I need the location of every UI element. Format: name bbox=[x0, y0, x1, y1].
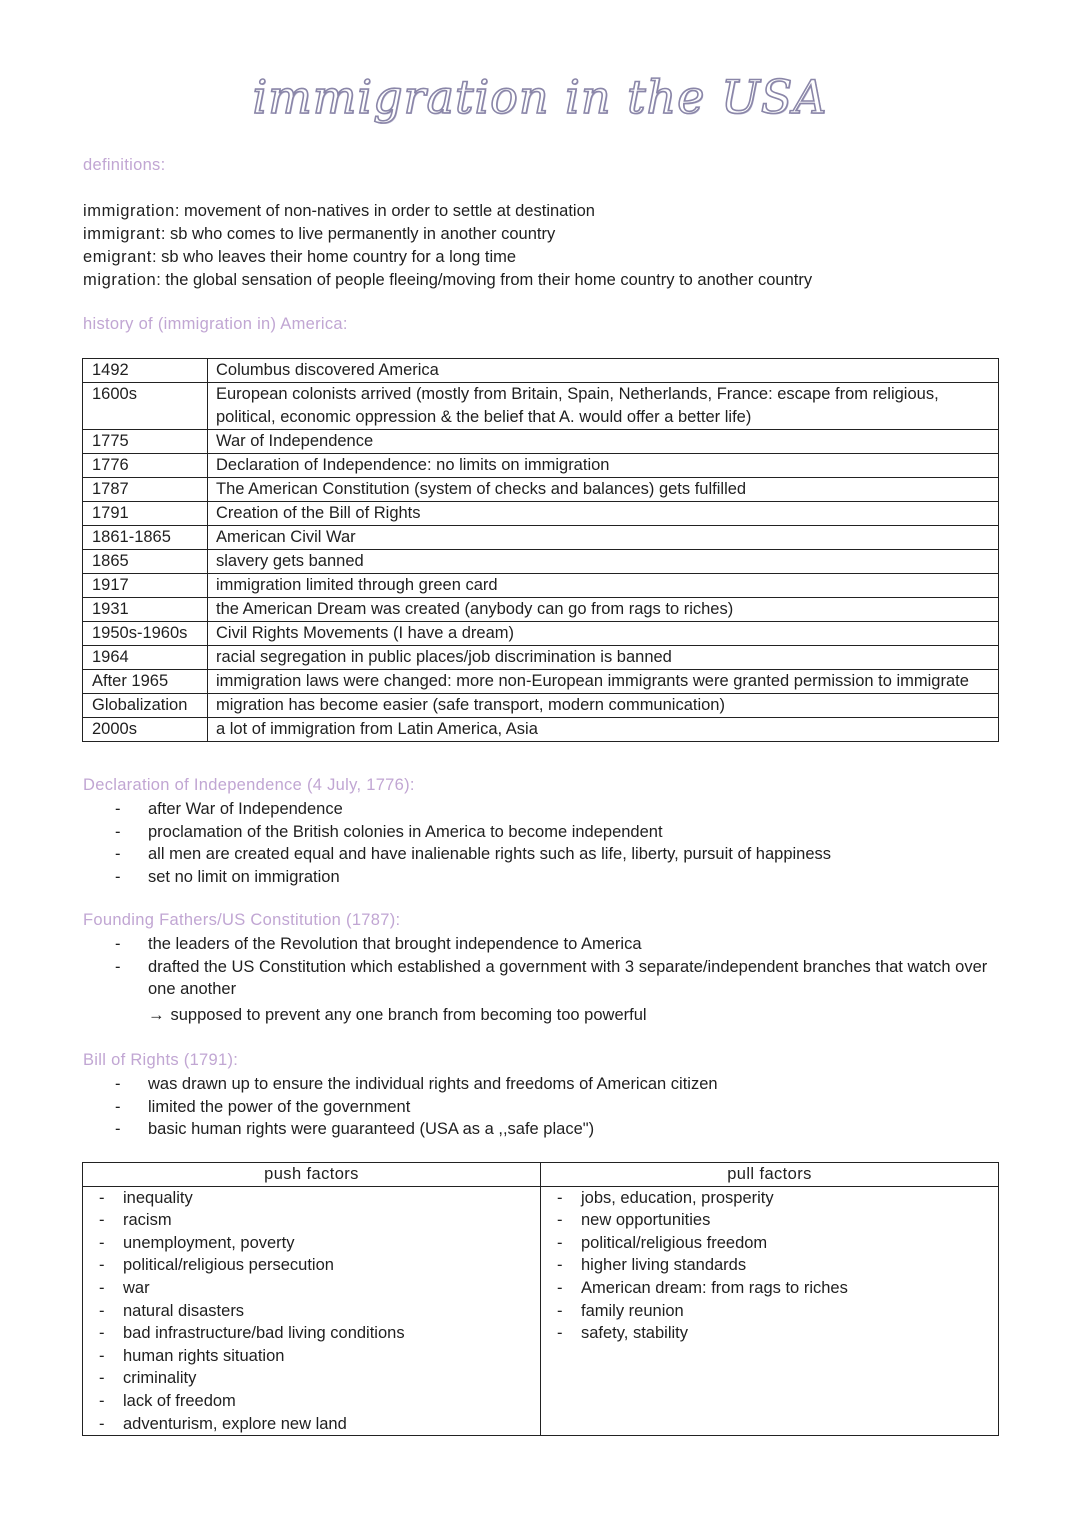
event-cell: racial segregation in public places/job discrimination is banned bbox=[208, 646, 999, 670]
event-cell: slavery gets banned bbox=[208, 550, 999, 574]
declaration-list bbox=[112, 798, 831, 888]
list-item: - family reunion bbox=[541, 1300, 998, 1323]
list-item: - the leaders of the Revolution that brought independence to America bbox=[112, 933, 988, 956]
list-item: - racism bbox=[83, 1209, 540, 1232]
year-cell: 1776 bbox=[83, 454, 208, 478]
pull-factors-cell bbox=[541, 1186, 999, 1436]
definition-term: immigration bbox=[83, 202, 175, 220]
year-cell: 2000s bbox=[83, 718, 208, 742]
list-item: - basic human rights were guaranteed (USA as a ,,safe place") bbox=[112, 1118, 718, 1141]
year-cell: 1865 bbox=[83, 550, 208, 574]
list-item: - lack of freedom bbox=[83, 1390, 540, 1413]
right-arrow-icon: → bbox=[148, 1005, 165, 1024]
table-row bbox=[83, 502, 999, 526]
definition-text: : sb who leaves their home country for a long time bbox=[152, 248, 517, 266]
event-cell: Declaration of Independence: no limits on immigration bbox=[208, 454, 999, 478]
year-cell: 1787 bbox=[83, 478, 208, 502]
arrow-note bbox=[112, 1004, 988, 1027]
push-factors-header: push factors bbox=[83, 1163, 541, 1187]
table-row bbox=[83, 598, 999, 622]
list-item: - was drawn up to ensure the individual rights and freedoms of American citizen bbox=[112, 1073, 718, 1096]
bill-list bbox=[112, 1073, 718, 1141]
arrow-note-text: supposed to prevent any one branch from becoming too powerful bbox=[170, 1005, 647, 1024]
list-item: - new opportunities bbox=[541, 1209, 998, 1232]
table-row bbox=[83, 550, 999, 574]
year-cell: Globalization bbox=[83, 694, 208, 718]
list-item: - natural disasters bbox=[83, 1300, 540, 1323]
list-item: - adventurism, explore new land bbox=[83, 1413, 540, 1436]
table-row bbox=[83, 526, 999, 550]
definition-term: migration bbox=[83, 271, 157, 289]
definition-item bbox=[83, 223, 812, 246]
table-row bbox=[83, 670, 999, 694]
bill-heading: Bill of Rights (1791): bbox=[83, 1051, 239, 1069]
table-row bbox=[83, 478, 999, 502]
list-item: - war bbox=[83, 1277, 540, 1300]
event-cell: the American Dream was created (anybody can go from rags to riches) bbox=[208, 598, 999, 622]
definition-item bbox=[83, 246, 812, 269]
list-item: - set no limit on immigration bbox=[112, 866, 831, 889]
year-cell: 1861-1865 bbox=[83, 526, 208, 550]
event-cell: Creation of the Bill of Rights bbox=[208, 502, 999, 526]
list-item: - political/religious freedom bbox=[541, 1232, 998, 1255]
event-cell: Columbus discovered America bbox=[208, 359, 999, 383]
table-row bbox=[83, 383, 999, 430]
definitions-list bbox=[83, 200, 812, 292]
year-cell: 1775 bbox=[83, 430, 208, 454]
history-table bbox=[82, 358, 999, 742]
page-title: immigration in the USA bbox=[252, 70, 828, 124]
list-item: - proclamation of the British colonies in America to become independent bbox=[112, 821, 831, 844]
table-row bbox=[83, 430, 999, 454]
event-cell: European colonists arrived (mostly from Britain, Spain, Netherlands, France: escape from religious, political, economic oppression & the belief that A. would offer a better life) bbox=[208, 383, 999, 430]
year-cell: 1791 bbox=[83, 502, 208, 526]
definitions-heading: definitions: bbox=[83, 156, 166, 174]
table-row bbox=[83, 574, 999, 598]
push-pull-table bbox=[82, 1162, 999, 1436]
event-cell: American Civil War bbox=[208, 526, 999, 550]
list-item: - unemployment, poverty bbox=[83, 1232, 540, 1255]
list-item: - drafted the US Constitution which established a government with 3 separate/independent branches that watch over one another bbox=[112, 956, 988, 1001]
push-factors-cell bbox=[83, 1186, 541, 1436]
table-header-row bbox=[83, 1163, 999, 1187]
definition-text: : sb who comes to live permanently in another country bbox=[160, 225, 556, 243]
event-cell: The American Constitution (system of checks and balances) gets fulfilled bbox=[208, 478, 999, 502]
table-row bbox=[83, 646, 999, 670]
definition-text: : movement of non-natives in order to settle at destination bbox=[174, 202, 595, 220]
definition-term: emigrant bbox=[83, 248, 152, 266]
year-cell: 1931 bbox=[83, 598, 208, 622]
list-item: - bad infrastructure/bad living conditions bbox=[83, 1322, 540, 1345]
list-item: - inequality bbox=[83, 1187, 540, 1210]
list-item: - safety, stability bbox=[541, 1322, 998, 1345]
list-item: - political/religious persecution bbox=[83, 1254, 540, 1277]
list-item: - American dream: from rags to riches bbox=[541, 1277, 998, 1300]
table-row bbox=[83, 622, 999, 646]
definition-text: : the global sensation of people fleeing/moving from their home country to another country bbox=[156, 271, 813, 289]
year-cell: 1492 bbox=[83, 359, 208, 383]
year-cell: 1600s bbox=[83, 383, 208, 430]
definition-term: immigrant bbox=[83, 225, 161, 243]
founding-list bbox=[112, 933, 988, 1026]
list-item: - jobs, education, prosperity bbox=[541, 1187, 998, 1210]
event-cell: immigration laws were changed: more non-European immigrants were granted permission to immigrate bbox=[208, 670, 999, 694]
pull-factors-list bbox=[541, 1187, 998, 1345]
table-row bbox=[83, 359, 999, 383]
year-cell: 1950s-1960s bbox=[83, 622, 208, 646]
push-factors-list bbox=[83, 1187, 540, 1436]
founding-heading: Founding Fathers/US Constitution (1787): bbox=[83, 911, 401, 929]
history-heading: history of (immigration in) America: bbox=[83, 315, 348, 333]
event-cell: migration has become easier (safe transport, modern communication) bbox=[208, 694, 999, 718]
table-row bbox=[83, 718, 999, 742]
year-cell: 1964 bbox=[83, 646, 208, 670]
table-row bbox=[83, 454, 999, 478]
pull-factors-header: pull factors bbox=[541, 1163, 999, 1187]
event-cell: War of Independence bbox=[208, 430, 999, 454]
table-row bbox=[83, 694, 999, 718]
declaration-heading: Declaration of Independence (4 July, 1776): bbox=[83, 776, 415, 794]
definition-item bbox=[83, 269, 812, 292]
list-item: - all men are created equal and have inalienable rights such as life, liberty, pursuit of happiness bbox=[112, 843, 831, 866]
table-row bbox=[83, 1186, 999, 1436]
list-item: - higher living standards bbox=[541, 1254, 998, 1277]
event-cell: Civil Rights Movements (I have a dream) bbox=[208, 622, 999, 646]
event-cell: immigration limited through green card bbox=[208, 574, 999, 598]
list-item: - criminality bbox=[83, 1367, 540, 1390]
year-cell: After 1965 bbox=[83, 670, 208, 694]
definition-item bbox=[83, 200, 812, 223]
event-cell: a lot of immigration from Latin America, Asia bbox=[208, 718, 999, 742]
list-item: - human rights situation bbox=[83, 1345, 540, 1368]
list-item: - limited the power of the government bbox=[112, 1096, 718, 1119]
year-cell: 1917 bbox=[83, 574, 208, 598]
list-item: - after War of Independence bbox=[112, 798, 831, 821]
